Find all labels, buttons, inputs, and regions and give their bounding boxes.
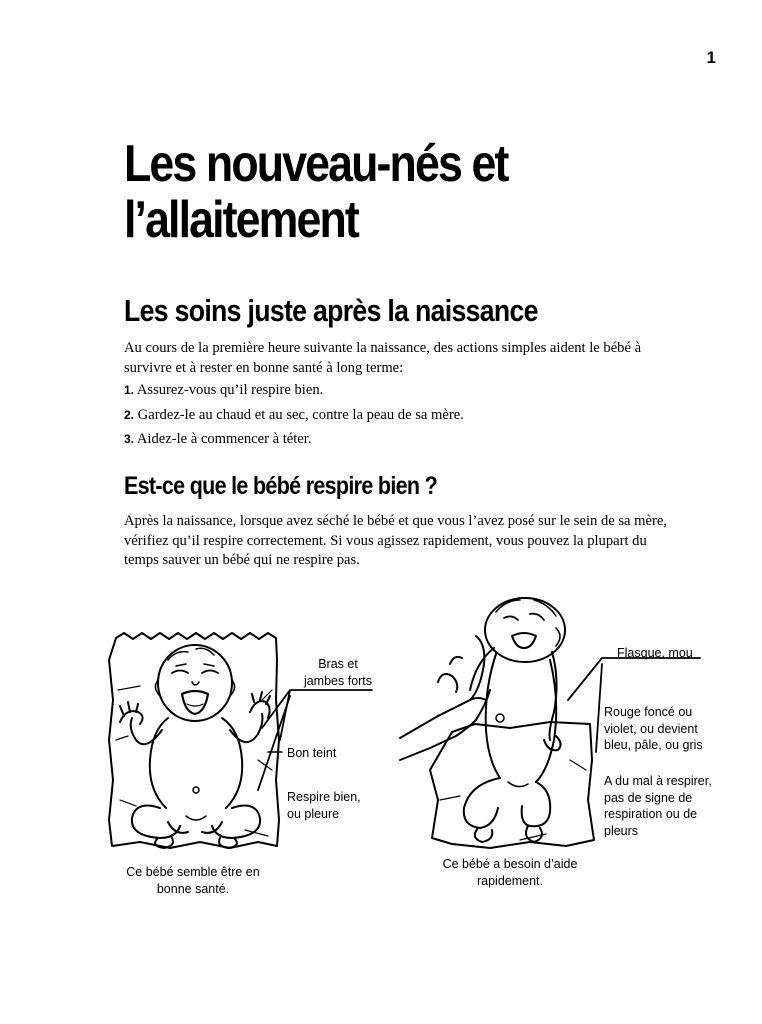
label-strong-limbs: Bras et jambes forts bbox=[303, 657, 373, 688]
baby-legs bbox=[132, 806, 260, 838]
step-number: 2. bbox=[124, 407, 135, 422]
subsection-text: Après la naissance, lorsque avez séché le bébé et que vous l’avez posé sur le sein de sa mère, vérifiez qu’il respire correctement. Si vous agissez rapidement, vous pouvez la plupart du temps sauver un bébé qui ne respire pas. bbox=[124, 513, 667, 568]
subsection-heading: Est-ce que le bébé respire bien ? bbox=[124, 472, 438, 500]
pointer-color bbox=[596, 664, 602, 752]
step-text: Assurez-vous qu’il respire bien. bbox=[136, 382, 324, 398]
baby-left-arm bbox=[470, 648, 494, 690]
step-number: 1. bbox=[124, 383, 135, 397]
label-breathing-trouble: A du mal à respirer, pas de signe de respiration ou de pleurs bbox=[604, 774, 712, 838]
helper-arm bbox=[400, 698, 486, 760]
caption-distress-baby: Ce bébé a besoin d’aide rapidement. bbox=[442, 857, 578, 888]
baby-legs bbox=[464, 778, 550, 828]
pointer-color bbox=[258, 696, 290, 790]
section-heading: Les soins juste après la naissance bbox=[124, 293, 538, 328]
baby-body bbox=[150, 718, 242, 808]
label-limp: Flasque, mou bbox=[617, 646, 693, 660]
label-skin-color: Rouge foncé ou violet, ou devient bleu, pâle, ou gris bbox=[604, 705, 703, 752]
step-text: Aidez-le à commencer à téter. bbox=[136, 431, 312, 447]
chapter-title: Les nouveau-nés et l’allaitement bbox=[124, 135, 508, 249]
caption-healthy-baby: Ce bébé semble être en bonne santé. bbox=[126, 865, 260, 896]
section-intro: Au cours de la première heure suivante la naissance, des actions simples aident le bébé à survivre et à rester en bonne santé à long terme: bbox=[124, 340, 642, 376]
label-breathing-well: Respire bien, ou pleure bbox=[287, 790, 361, 821]
pointer-limp bbox=[568, 658, 700, 700]
baby-head bbox=[158, 645, 232, 721]
page-number: 1 bbox=[706, 48, 716, 67]
step-text: Gardez-le au chaud et au sec, contre la peau de sa mère. bbox=[137, 406, 464, 423]
label-good-color: Bon teint bbox=[287, 746, 337, 760]
baby-right-arm bbox=[230, 714, 263, 742]
step-number: 3. bbox=[124, 432, 135, 446]
